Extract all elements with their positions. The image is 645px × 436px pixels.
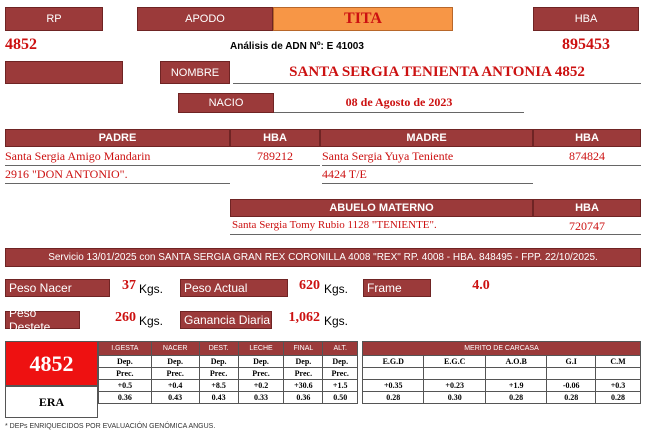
peso-nacer-label: Peso Nacer [5,279,110,297]
dep-col-header: DEST. [199,342,238,356]
madre-line1: Santa Sergia Yuya Teniente [322,149,533,166]
dep-label-row [99,356,358,368]
carcasa-col-header: E.G.C [424,356,485,368]
padre-hba-label: HBA [230,129,320,147]
carcasa-col-header: E.G.D [363,356,424,368]
peso-nacer-value: 37 [122,278,136,293]
abuelo-value: Santa Sergia Tomy Rubio 1128 "TENIENTE". [230,219,533,235]
empty-cell [596,368,641,380]
carcasa-value: +0.35 [363,380,424,392]
ganancia-label: Ganancia Diaria [180,311,272,329]
padre-label: PADRE [5,129,230,147]
prec-label: Prec. [238,368,284,380]
hba-value: 895453 [562,36,610,53]
dep-prec: 0.43 [151,392,199,404]
carcasa-table [362,341,641,404]
carcasa-value: +0.3 [596,380,641,392]
carcasa-value: +0.23 [424,380,485,392]
peso-actual-unit: Kgs. [324,282,349,296]
nacio-value: 08 de Agosto de 2023 [274,93,524,113]
animal-rp-badge: 4852 [5,341,98,386]
carcasa-title-row [363,342,641,356]
carcasa-prec-row [363,392,641,404]
padre-line2: 2916 "DON ANTONIO". [5,167,230,184]
prec-label-row [99,368,358,380]
empty-cell [485,368,546,380]
dep-prec: 0.36 [99,392,152,404]
carcasa-prec: 0.28 [547,392,596,404]
dep-label: Dep. [323,356,358,368]
carcasa-prec: 0.30 [424,392,485,404]
rp-value: 4852 [5,36,37,53]
empty-cell [424,368,485,380]
apodo-label: APODO [137,7,273,31]
abuelo-hba: 720747 [533,219,641,235]
carcasa-value-row [363,380,641,392]
dep-prec-row [99,392,358,404]
prec-label: Prec. [323,368,358,380]
carcasa-prec: 0.28 [485,392,546,404]
dep-prec: 0.36 [284,392,323,404]
madre-hba: 874824 [533,149,641,166]
peso-actual-label: Peso Actual [180,279,288,297]
dep-col-header: NACER [151,342,199,356]
prec-label: Prec. [199,368,238,380]
padre-hba: 789212 [230,149,320,166]
abuelo-hba-label: HBA [533,199,641,217]
nombre-value: SANTA SERGIA TENIENTA ANTONIA 4852 [233,61,641,84]
carcasa-title: MERITO DE CARCASA [363,342,641,356]
peso-destete-unit: Kgs. [139,314,164,328]
empty-cell [363,368,424,380]
dep-header-row [99,342,358,356]
carcasa-prec: 0.28 [596,392,641,404]
nacio-label: NACIO [178,93,274,113]
madre-hba-label: HBA [533,129,641,147]
dep-label: Dep. [238,356,284,368]
dep-value: +30.6 [284,380,323,392]
dep-prec: 0.43 [199,392,238,404]
rp-label: RP [5,7,103,31]
prec-label: Prec. [151,368,199,380]
carcasa-col-header: C.M [596,356,641,368]
dep-label: Dep. [199,356,238,368]
footnote: * DEPs ENRIQUECIDOS POR EVALUACIÓN GENÓMICA ANGUS. [5,423,216,430]
dep-value: +8.5 [199,380,238,392]
padre-line1: Santa Sergia Amigo Mandarin [5,149,230,166]
hba-label: HBA [533,7,639,31]
carcasa-col-header: A.O.B [485,356,546,368]
carcasa-value: -0.06 [547,380,596,392]
dep-value: +0.5 [99,380,152,392]
carcasa-col-header: G.I [547,356,596,368]
dep-col-header: FINAL [284,342,323,356]
carcasa-spacer-row [363,368,641,380]
peso-destete-value: 260 [115,310,136,325]
dep-col-header: ALT. [323,342,358,356]
adn-text: Análisis de ADN Nº: E 41003 [230,41,364,52]
apodo-value: TITA [273,7,453,31]
peso-nacer-unit: Kgs. [139,282,164,296]
dep-prec: 0.50 [323,392,358,404]
dep-col-header: LECHE [238,342,284,356]
ganancia-unit: Kgs. [324,314,349,328]
abuelo-label: ABUELO MATERNO [230,199,533,217]
dep-label: Dep. [151,356,199,368]
prec-label: Prec. [99,368,152,380]
servicio-bar: Servicio 13/01/2025 con SANTA SERGIA GRAN REX CORONILLA 4008 "REX" RP. 4008 - HBA. 848495 - FPP. 22/10/2025. [5,248,641,267]
madre-label: MADRE [320,129,533,147]
dep-prec: 0.33 [238,392,284,404]
dep-value: +0.2 [238,380,284,392]
dep-col-header: I.GESTA [99,342,152,356]
rp-blank-box [5,61,123,84]
prec-label: Prec. [284,368,323,380]
carcasa-header-row [363,356,641,368]
dep-value: +0.4 [151,380,199,392]
era-label: ERA [5,386,98,418]
peso-destete-label: Peso Destete [5,311,80,329]
dep-value: +1.5 [323,380,358,392]
frame-value: 4.0 [472,278,490,293]
dep-label: Dep. [99,356,152,368]
dep-label: Dep. [284,356,323,368]
empty-cell [547,368,596,380]
ganancia-value: 1,062 [288,310,320,325]
madre-line2: 4424 T/E [322,167,533,184]
carcasa-prec: 0.28 [363,392,424,404]
nombre-label: NOMBRE [160,61,230,84]
peso-actual-value: 620 [299,278,320,293]
frame-label: Frame [363,279,431,297]
carcasa-value: +1.9 [485,380,546,392]
dep-value-row [99,380,358,392]
dep-table [98,341,358,404]
